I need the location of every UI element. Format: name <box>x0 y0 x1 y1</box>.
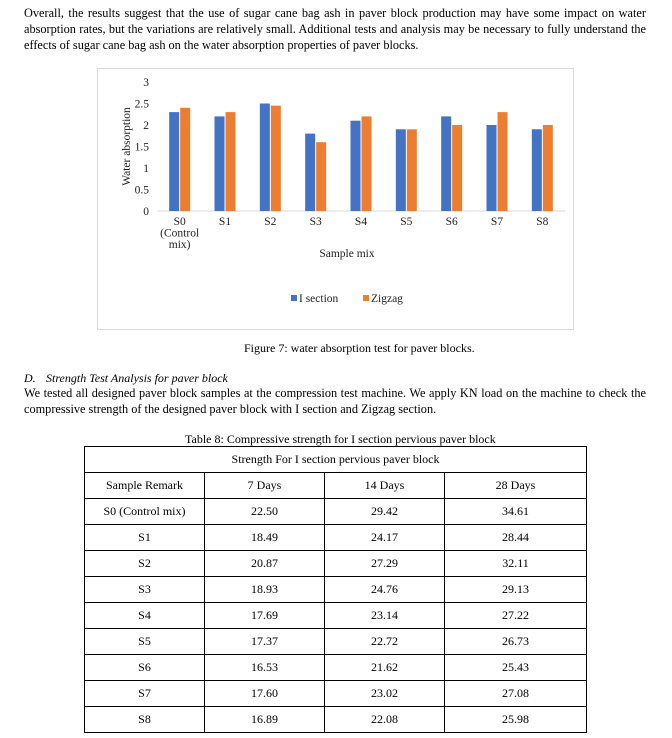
table-cell-value: 23.14 <box>325 603 445 629</box>
table-cell-value: 22.50 <box>205 499 325 525</box>
table-cell-sample: S7 <box>85 681 205 707</box>
table-cell-value: 26.73 <box>445 629 587 655</box>
y-tick-label: 2.5 <box>134 98 149 111</box>
paragraph-results-summary: Overall, the results suggest that the use of sugar cane bag ash in paver block production may have some impact on water absorption rates, but the variations are relatively small. Additional tests and analysis may be necessary to fully understand the effects of sugar cane bag ash on the water absorption properties of paver blocks. <box>24 6 646 52</box>
x-tick-label: S1 <box>218 216 232 228</box>
header-sample-remark: Sample Remark <box>85 473 205 499</box>
table-cell-sample: S8 <box>85 707 205 733</box>
legend-label: Zigzag <box>371 293 403 305</box>
table-row <box>85 499 587 525</box>
bar-zigzag <box>452 125 462 211</box>
header-7-days: 7 Days <box>205 473 325 499</box>
legend-swatch <box>291 295 297 301</box>
x-tick-label: S6 <box>445 216 458 228</box>
x-tick-label: mix) <box>168 239 191 251</box>
table-cell-value: 20.87 <box>205 551 325 577</box>
section-title: Strength Test Analysis for paver block <box>46 371 228 385</box>
y-tick-label: 0.5 <box>134 184 149 197</box>
bar-i-section <box>305 134 315 211</box>
table-cell-value: 34.61 <box>445 499 587 525</box>
bar-zigzag <box>543 125 553 211</box>
bar-zigzag <box>407 129 417 211</box>
section-heading <box>24 371 228 386</box>
legend-swatch <box>363 295 369 301</box>
y-tick-label: 1.5 <box>134 141 149 154</box>
x-axis-title: Sample mix <box>319 248 375 260</box>
table-row <box>85 551 587 577</box>
bar-i-section <box>215 116 225 211</box>
table-title-row <box>85 447 587 473</box>
table-cell-value: 24.17 <box>325 525 445 551</box>
y-tick-label: 0 <box>143 206 149 218</box>
x-tick-label: S4 <box>354 216 368 228</box>
bar-zigzag <box>180 108 190 211</box>
bar-i-section <box>441 116 451 211</box>
compressive-strength-table <box>84 446 587 733</box>
table-row <box>85 577 587 603</box>
table-cell-value: 22.72 <box>325 629 445 655</box>
table-cell-sample: S5 <box>85 629 205 655</box>
bar-zigzag <box>362 116 372 211</box>
y-tick-label: 2 <box>143 120 149 132</box>
table-cell-value: 21.62 <box>325 655 445 681</box>
table-cell-value: 24.76 <box>325 577 445 603</box>
chart-canvas <box>98 69 575 331</box>
table-cell-sample: S3 <box>85 577 205 603</box>
table-cell-value: 27.08 <box>445 681 587 707</box>
x-tick-label: S2 <box>264 216 277 228</box>
bar-zigzag <box>316 142 326 211</box>
y-axis-title: Water absorption <box>121 107 133 186</box>
x-tick-label: (Control <box>160 227 200 240</box>
table-cell-value: 17.60 <box>205 681 325 707</box>
table-cell-value: 16.89 <box>205 707 325 733</box>
table-cell-value: 29.42 <box>325 499 445 525</box>
table-cell-value: 27.22 <box>445 603 587 629</box>
bar-i-section <box>169 112 179 211</box>
section-number: D. <box>24 371 36 385</box>
table-row <box>85 525 587 551</box>
x-tick-label: S3 <box>309 216 322 228</box>
water-absorption-chart <box>97 68 574 330</box>
bar-i-section <box>351 121 361 211</box>
table-cell-value: 28.44 <box>445 525 587 551</box>
table-cell-value: 25.43 <box>445 655 587 681</box>
table-row <box>85 603 587 629</box>
table-cell-sample: S2 <box>85 551 205 577</box>
bar-i-section <box>487 125 497 211</box>
x-tick-label: S7 <box>490 216 504 228</box>
bar-i-section <box>396 129 406 211</box>
header-14-days: 14 Days <box>325 473 445 499</box>
table-cell-value: 27.29 <box>325 551 445 577</box>
bar-zigzag <box>498 112 508 211</box>
table-cell-value: 29.13 <box>445 577 587 603</box>
table-cell-value: 22.08 <box>325 707 445 733</box>
table-cell-value: 18.93 <box>205 577 325 603</box>
table-row <box>85 681 587 707</box>
table-row <box>85 707 587 733</box>
table-row <box>85 655 587 681</box>
x-tick-label: S5 <box>400 216 413 228</box>
legend-label: I section <box>299 293 339 305</box>
y-tick-label: 1 <box>143 163 149 175</box>
x-tick-label: S0 <box>173 216 186 228</box>
table-cell-sample: S6 <box>85 655 205 681</box>
table-cell-value: 23.02 <box>325 681 445 707</box>
x-tick-label: S8 <box>536 216 549 228</box>
table-title: Strength For I section pervious paver block <box>85 447 587 473</box>
bar-i-section <box>260 104 270 212</box>
table-cell-value: 25.98 <box>445 707 587 733</box>
bar-zigzag <box>271 106 281 211</box>
table-cell-sample: S1 <box>85 525 205 551</box>
table-cell-sample: S4 <box>85 603 205 629</box>
table-cell-value: 17.37 <box>205 629 325 655</box>
figure-caption: Figure 7: water absorption test for paver blocks. <box>244 341 475 355</box>
table-cell-value: 16.53 <box>205 655 325 681</box>
bar-i-section <box>532 129 542 211</box>
table-cell-value: 32.11 <box>445 551 587 577</box>
bar-zigzag <box>226 112 236 211</box>
table-caption: Table 8: Compressive strength for I section pervious paver block <box>185 432 496 446</box>
header-28-days: 28 Days <box>445 473 587 499</box>
table-cell-value: 17.69 <box>205 603 325 629</box>
table-cell-value: 18.49 <box>205 525 325 551</box>
paragraph-strength-test: We tested all designed paver block samples at the compression test machine. We apply KN load on the machine to check the compressive strength of the designed paver block with I section and Zigzag section. <box>24 386 646 416</box>
table-cell-sample: S0 (Control mix) <box>85 499 205 525</box>
y-tick-label: 3 <box>143 77 149 89</box>
table-header-row <box>85 473 587 499</box>
table-row <box>85 629 587 655</box>
